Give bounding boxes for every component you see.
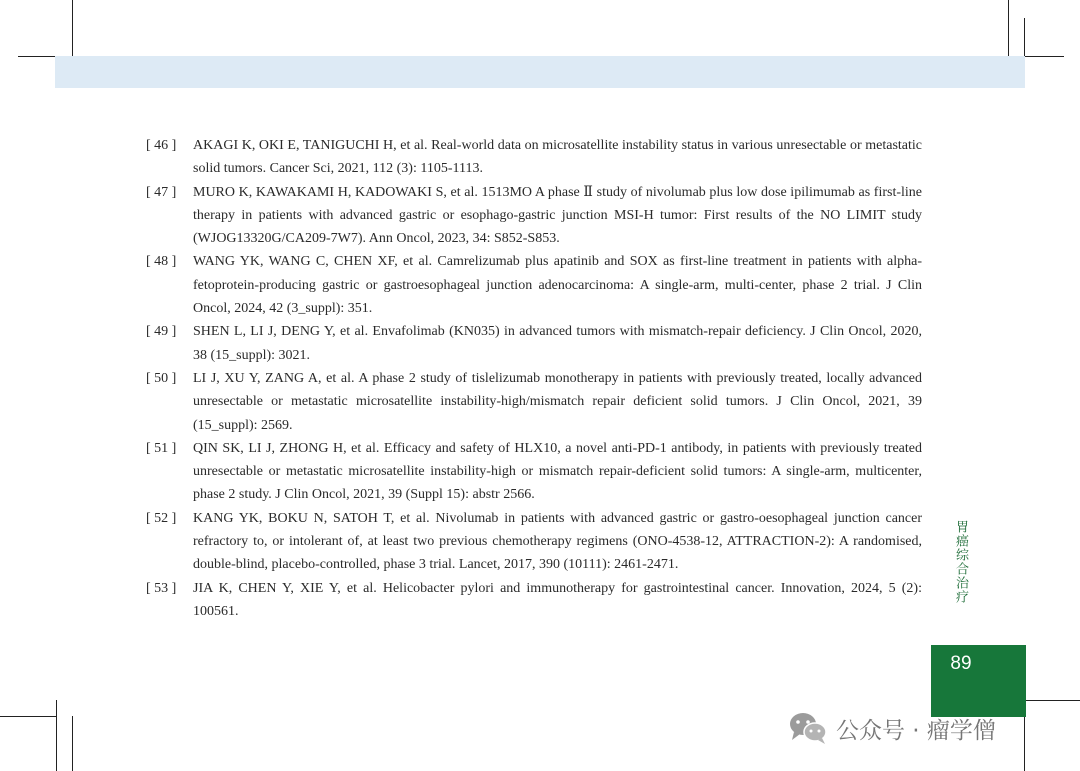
reference-text: WANG YK, WANG C, CHEN XF, et al. Camrelizumab plus apatinib and SOX as first-line treatment in patients with alpha-fetoprotein-producing gastric or gastroesophageal junction adenocarcinoma: A single-arm, multi-center, phase 2 trial. J Clin Oncol, 2024, 42 (3_suppl): 351. — [193, 254, 922, 317]
reference-item — [146, 181, 922, 251]
reference-number: [ 49 ] — [146, 324, 177, 340]
crop-mark — [56, 700, 57, 771]
reference-number: [ 53 ] — [146, 580, 177, 596]
reference-item — [146, 367, 922, 437]
crop-mark — [72, 716, 73, 771]
wechat-icon — [788, 710, 828, 746]
reference-number: [ 50 ] — [146, 370, 177, 386]
reference-item — [146, 250, 922, 320]
crop-mark — [0, 716, 56, 717]
reference-text: QIN SK, LI J, ZHONG H, et al. Efficacy and safety of HLX10, a novel anti-PD-1 antibody, in patients with previously treated unresectable or metastatic microsatellite instability-high or mismatch repair-deficient solid tumors: A single-arm, multicenter, phase 2 study. J Clin Oncol, 2021, 39 (Suppl 15): abstr 2566. — [193, 440, 922, 503]
watermark-text: 公众号 · 瘤学僧 — [836, 717, 996, 744]
crop-mark — [1008, 0, 1009, 58]
reference-item — [146, 134, 922, 181]
reference-number: [ 51 ] — [146, 440, 177, 456]
page-number: 89 — [950, 653, 972, 674]
reference-item — [146, 507, 922, 577]
reference-list — [146, 134, 922, 623]
reference-text: KANG YK, BOKU N, SATOH T, et al. Nivolumab in patients with advanced gastric or gastro-oesophageal junction cancer refractory to, or intolerant of, at least two previous chemotherapy regimens (ONO-4538-12, ATTRACTION-2): A randomised, double-blind, placebo-controlled, phase 3 trial. Lancet, 2017, 390 (10111): 2461-2471. — [193, 510, 922, 573]
reference-text: LI J, XU Y, ZANG A, et al. A phase 2 study of tislelizumab monotherapy in patients with previously treated, locally advanced unresectable or metastatic microsatellite instability-high/mismatch repair deficient solid tumors. J Clin Oncol, 2021, 39 (15_suppl): 2569. — [193, 370, 922, 433]
reference-text: JIA K, CHEN Y, XIE Y, et al. Helicobacter pylori and immunotherapy for gastrointestinal cancer. Innovation, 2024, 5 (2): 100561. — [193, 580, 922, 619]
reference-number: [ 47 ] — [146, 184, 177, 200]
reference-text: AKAGI K, OKI E, TANIGUCHI H, et al. Real-world data on microsatellite instability status in various unresectable or metastatic solid tumors. Cancer Sci, 2021, 112 (3): 1105-1113. — [193, 138, 922, 177]
crop-mark — [72, 0, 73, 58]
page-number-box — [931, 645, 1026, 717]
reference-text: MURO K, KAWAKAMI H, KADOWAKI S, et al. 1513MO A phase Ⅱ study of nivolumab plus low dose ipilimumab as first-line therapy in patients with advanced gastric or esophago-gastric junction MSI-H tumor: First results of the NO LIMIT study (WJOG13320G/CA209-7W7). Ann Oncol, 2023, 34: S852-S853. — [193, 184, 922, 247]
reference-item — [146, 437, 922, 507]
reference-text: SHEN L, LI J, DENG Y, et al. Envafolimab (KN035) in advanced tumors with mismatch-repair deficiency. J Clin Oncol, 2020, 38 (15_suppl): 3021. — [193, 324, 922, 363]
watermark — [788, 708, 996, 748]
reference-item — [146, 577, 922, 624]
crop-mark — [1026, 700, 1080, 701]
reference-number: [ 48 ] — [146, 254, 177, 270]
reference-number: [ 46 ] — [146, 138, 177, 153]
reference-item — [146, 320, 922, 367]
chapter-side-label: 胃癌综合治疗 — [953, 520, 968, 604]
reference-number: [ 52 ] — [146, 510, 177, 526]
header-band — [55, 56, 1025, 88]
